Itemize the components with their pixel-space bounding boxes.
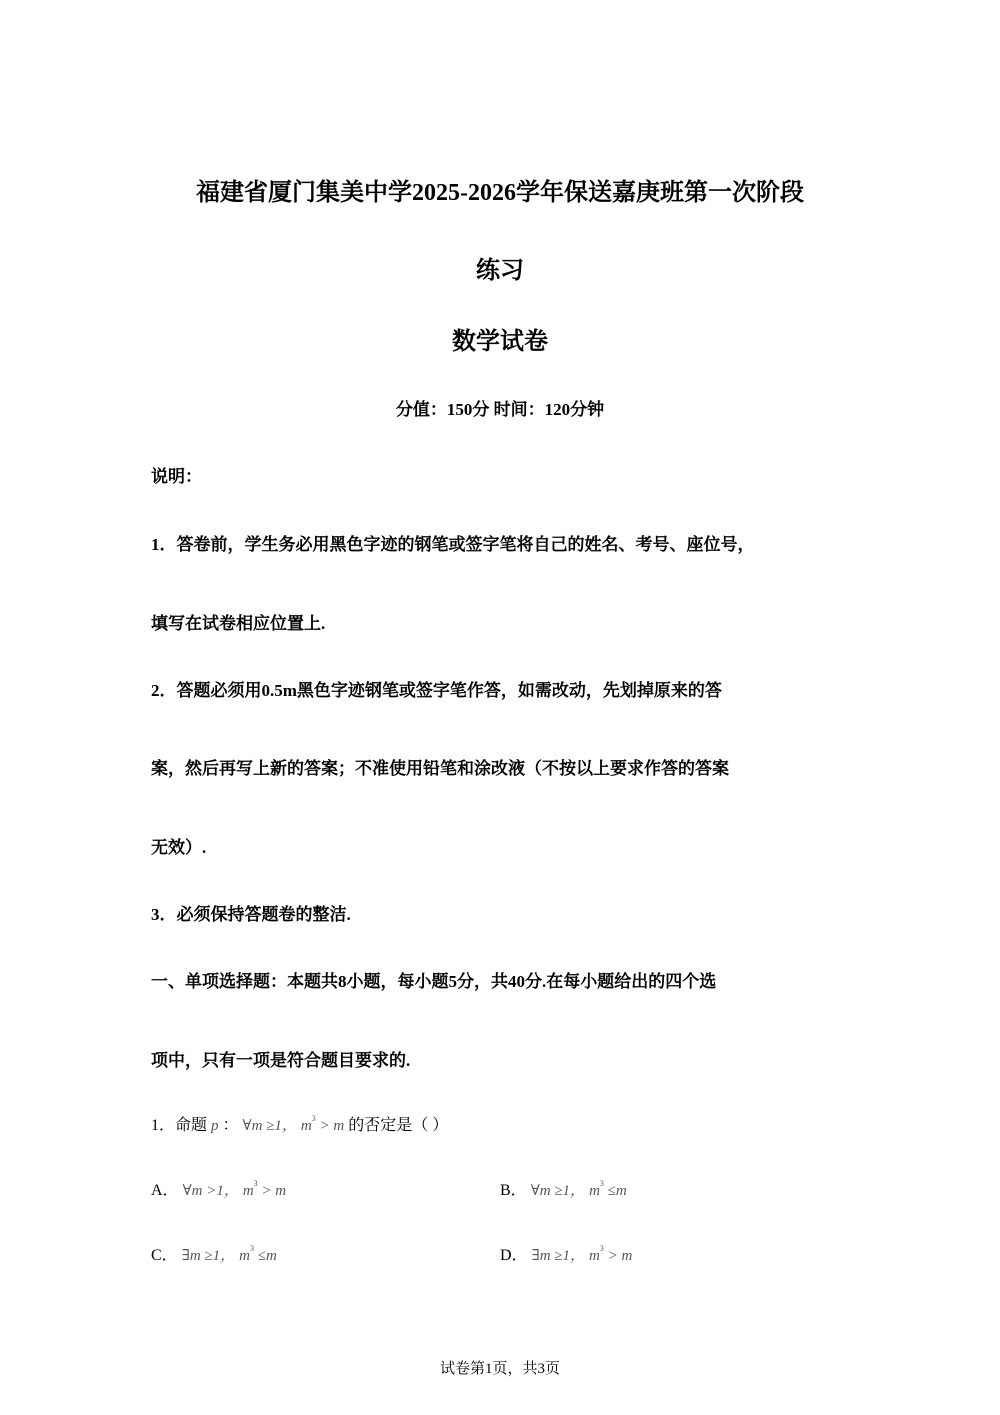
- section1-line1: 一、单项选择题：本题共8小题，每小题5分，共40分.在每小题给出的四个选: [151, 972, 717, 991]
- option-d-rest: > m: [603, 1248, 633, 1264]
- question-1-var-p: p: [211, 1118, 219, 1134]
- option-a-label: A．: [151, 1182, 179, 1199]
- option-c-rest: ≤m: [253, 1248, 277, 1264]
- question-1-expr-rest: > m: [315, 1118, 345, 1134]
- option-c-quant: ∃m ≥1，: [181, 1248, 236, 1264]
- instruction-1-line1: 1．答卷前，学生务必用黑色字迹的钢笔或签字笔将自己的姓名、考号、座位号，: [151, 535, 755, 554]
- option-d-quant: ∃m ≥1，: [531, 1248, 586, 1264]
- exam-title-line1: 福建省厦门集美中学2025-2026学年保送嘉庚班第一次阶段: [196, 180, 804, 206]
- exam-subject: 数学试卷: [452, 329, 548, 355]
- question-1-expr-base: m: [300, 1118, 312, 1134]
- option-d-exp: 3: [599, 1244, 604, 1253]
- option-d-label: D．: [500, 1247, 528, 1264]
- instruction-2-line2: 案，然后再写上新的答案；不准使用铅笔和涂改液（不按以上要求作答的答案: [151, 759, 729, 778]
- option-b[interactable]: [500, 1177, 627, 1200]
- score-time: 分值：150分 时间：120分钟: [395, 400, 605, 419]
- page-footer: 试卷第1页，共3页: [439, 1361, 560, 1377]
- question-1-suffix: 的否定是（ ）: [348, 1117, 449, 1134]
- question-1: [151, 1112, 448, 1135]
- option-a[interactable]: [151, 1177, 286, 1200]
- option-a-rest: > m: [257, 1183, 287, 1199]
- option-d[interactable]: [500, 1242, 632, 1265]
- option-c-exp: 3: [249, 1244, 254, 1253]
- question-1-condition: ∀m ≥1，: [242, 1118, 297, 1134]
- question-1-colon: ：: [222, 1117, 239, 1134]
- instruction-1-line2: 填写在试卷相应位置上.: [151, 614, 326, 633]
- instruction-3: 3．必须保持答题卷的整洁.: [151, 905, 351, 924]
- exam-title-line2: 练习: [476, 258, 524, 284]
- instruction-2-line1: 2．答题必须用0.5m黑色字迹钢笔或签字笔作答，如需改动，先划掉原来的答: [151, 681, 722, 700]
- question-1-prefix: 1．命题: [151, 1117, 208, 1134]
- option-d-base: m: [589, 1248, 600, 1264]
- instruction-2-line3: 无效）.: [151, 838, 207, 857]
- option-b-label: B．: [500, 1182, 527, 1199]
- option-b-base: m: [589, 1183, 600, 1199]
- option-c-label: C．: [151, 1247, 178, 1264]
- option-a-exp: 3: [253, 1179, 258, 1188]
- option-b-exp: 3: [599, 1179, 604, 1188]
- option-c[interactable]: [151, 1242, 277, 1265]
- option-c-base: m: [239, 1248, 250, 1264]
- option-a-quant: ∀m >1，: [182, 1183, 239, 1199]
- question-1-expr-exp: 3: [311, 1114, 316, 1123]
- option-b-quant: ∀m ≥1，: [530, 1183, 586, 1199]
- section1-line2: 项中，只有一项是符合题目要求的.: [151, 1051, 411, 1070]
- option-b-rest: ≤m: [603, 1183, 627, 1199]
- option-a-base: m: [242, 1183, 254, 1199]
- instructions-heading: 说明：: [151, 467, 202, 486]
